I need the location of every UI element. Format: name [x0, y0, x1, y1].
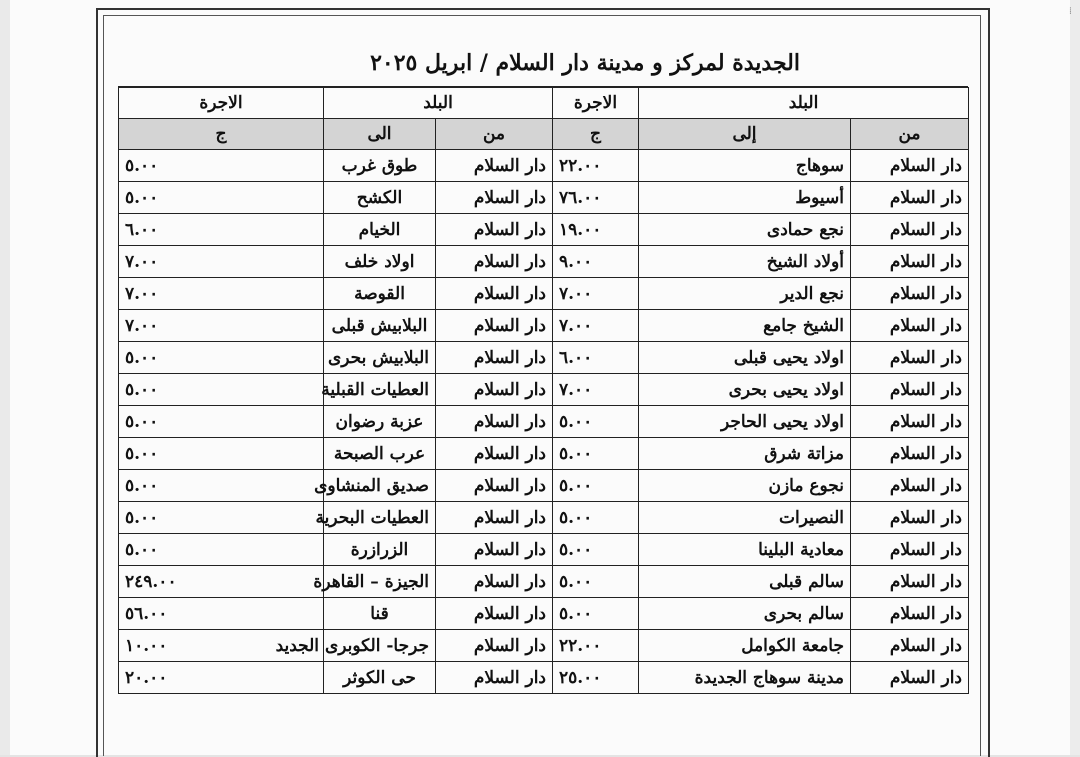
- table-row: [119, 470, 969, 502]
- cell-from-left: دار السلام: [436, 662, 553, 694]
- cell-fare-right: ٧.٠٠: [553, 374, 639, 406]
- cell-fare-left: ٧.٠٠: [119, 246, 324, 278]
- cell-fare-left: ٥.٠٠: [119, 438, 324, 470]
- cell-from-left: دار السلام: [436, 214, 553, 246]
- cell-fare-right: ٥.٠٠: [553, 502, 639, 534]
- header-fare-left: الاجرة: [119, 88, 324, 119]
- cell-from-right: دار السلام: [851, 662, 969, 694]
- table-row: [119, 182, 969, 214]
- header-to-right: إلى: [639, 119, 851, 150]
- cell-fare-right: ٥.٠٠: [553, 534, 639, 566]
- cell-from-right: دار السلام: [851, 342, 969, 374]
- cell-from-right: دار السلام: [851, 182, 969, 214]
- cell-fare-right: ٦.٠٠: [553, 342, 639, 374]
- cell-to-right: سالم قبلى: [639, 566, 851, 598]
- cell-from-left: دار السلام: [436, 438, 553, 470]
- header-place-left: البلد: [324, 88, 553, 119]
- cell-to-left: العطيات القبلية: [324, 374, 436, 406]
- cell-fare-right: ٥.٠٠: [553, 406, 639, 438]
- scan-edge-right: [1070, 0, 1080, 755]
- cell-fare-left: ٢٤٩.٠٠: [119, 566, 324, 598]
- cell-fare-left: ٧.٠٠: [119, 278, 324, 310]
- cell-from-left: دار السلام: [436, 310, 553, 342]
- cell-to-left: الجيزة – القاهرة: [324, 566, 436, 598]
- cell-to-right: أسيوط: [639, 182, 851, 214]
- document-title: الجديدة لمركز و مدينة دار السلام / ابريل ٢٠٢٥: [370, 50, 800, 76]
- fare-table: [118, 87, 969, 694]
- cell-fare-left: ٥٦.٠٠: [119, 598, 324, 630]
- cell-to-right: نجع الدير: [639, 278, 851, 310]
- header-place-right: البلد: [639, 88, 969, 119]
- cell-to-left: قنا: [324, 598, 436, 630]
- cell-to-right: معادية البلينا: [639, 534, 851, 566]
- table-row: [119, 406, 969, 438]
- table-header-row-2: [119, 119, 969, 150]
- cell-fare-right: ٧.٠٠: [553, 278, 639, 310]
- table-row: [119, 662, 969, 694]
- cell-to-right: اولاد يحيى بحرى: [639, 374, 851, 406]
- cell-to-right: سالم بحرى: [639, 598, 851, 630]
- table-row: [119, 246, 969, 278]
- cell-to-left: البلابيش بحرى: [324, 342, 436, 374]
- corner-glyph-icon: ⁞: [1068, 6, 1072, 17]
- table-row: [119, 278, 969, 310]
- table-row: [119, 630, 969, 662]
- cell-to-right: الشيخ جامع: [639, 310, 851, 342]
- fare-table-body: [119, 150, 969, 694]
- cell-to-left: حى الكوثر: [324, 662, 436, 694]
- table-row: [119, 598, 969, 630]
- cell-fare-left: ٥.٠٠: [119, 406, 324, 438]
- cell-fare-right: ٧.٠٠: [553, 310, 639, 342]
- cell-from-left: دار السلام: [436, 342, 553, 374]
- cell-to-right: سوهاج: [639, 150, 851, 182]
- cell-to-left: البلابيش قبلى: [324, 310, 436, 342]
- cell-to-left: اولاد خلف: [324, 246, 436, 278]
- cell-from-left: دار السلام: [436, 502, 553, 534]
- cell-from-left: دار السلام: [436, 534, 553, 566]
- table-header-row-1: [119, 88, 969, 119]
- cell-from-right: دار السلام: [851, 438, 969, 470]
- cell-from-right: دار السلام: [851, 566, 969, 598]
- header-fare-right: الاجرة: [553, 88, 639, 119]
- cell-from-left: دار السلام: [436, 598, 553, 630]
- cell-from-left: دار السلام: [436, 374, 553, 406]
- cell-to-right: نجوع مازن: [639, 470, 851, 502]
- table-row: [119, 438, 969, 470]
- cell-from-left: دار السلام: [436, 406, 553, 438]
- cell-to-right: اولاد يحيى الحاجر: [639, 406, 851, 438]
- cell-from-right: دار السلام: [851, 534, 969, 566]
- cell-from-left: دار السلام: [436, 278, 553, 310]
- header-from-left: من: [436, 119, 553, 150]
- table-row: [119, 374, 969, 406]
- cell-fare-left: ٧.٠٠: [119, 310, 324, 342]
- cell-fare-left: ٥.٠٠: [119, 534, 324, 566]
- cell-fare-left: ٥.٠٠: [119, 470, 324, 502]
- cell-fare-left: ٢٠.٠٠: [119, 662, 324, 694]
- header-unit-left: ج: [119, 119, 324, 150]
- header-unit-right: ج: [553, 119, 639, 150]
- cell-from-right: دار السلام: [851, 630, 969, 662]
- header-to-left: الى: [324, 119, 436, 150]
- cell-fare-left: ٥.٠٠: [119, 150, 324, 182]
- cell-to-left: عزبة رضوان: [324, 406, 436, 438]
- cell-fare-right: ٥.٠٠: [553, 470, 639, 502]
- cell-from-right: دار السلام: [851, 246, 969, 278]
- cell-from-right: دار السلام: [851, 374, 969, 406]
- cell-fare-left: ٥.٠٠: [119, 342, 324, 374]
- cell-from-right: دار السلام: [851, 150, 969, 182]
- cell-to-left: العطيات البحرية: [324, 502, 436, 534]
- table-row: [119, 566, 969, 598]
- cell-to-left: طوق غرب: [324, 150, 436, 182]
- table-row: [119, 502, 969, 534]
- cell-to-right: جامعة الكوامل: [639, 630, 851, 662]
- cell-from-left: دار السلام: [436, 182, 553, 214]
- cell-fare-left: ١٠.٠٠: [119, 630, 324, 662]
- cell-from-left: دار السلام: [436, 246, 553, 278]
- cell-fare-right: ٢٢.٠٠: [553, 630, 639, 662]
- cell-to-right: أولاد الشيخ: [639, 246, 851, 278]
- cell-fare-right: ٥.٠٠: [553, 598, 639, 630]
- cell-fare-right: ٥.٠٠: [553, 438, 639, 470]
- cell-from-right: دار السلام: [851, 406, 969, 438]
- cell-from-right: دار السلام: [851, 278, 969, 310]
- table-row: [119, 534, 969, 566]
- cell-fare-left: ٥.٠٠: [119, 374, 324, 406]
- cell-to-right: النصيرات: [639, 502, 851, 534]
- cell-to-right: مزاتة شرق: [639, 438, 851, 470]
- cell-to-right: نجع حمادى: [639, 214, 851, 246]
- cell-from-left: دار السلام: [436, 566, 553, 598]
- cell-to-left: القوصة: [324, 278, 436, 310]
- header-from-right: من: [851, 119, 969, 150]
- cell-to-left: جرجا- الكوبرى الجديد: [324, 630, 436, 662]
- cell-to-left: الزرازرة: [324, 534, 436, 566]
- cell-fare-right: ٧٦.٠٠: [553, 182, 639, 214]
- cell-fare-left: ٥.٠٠: [119, 502, 324, 534]
- cell-from-left: دار السلام: [436, 470, 553, 502]
- cell-from-left: دار السلام: [436, 630, 553, 662]
- cell-fare-right: ٢٥.٠٠: [553, 662, 639, 694]
- scan-edge-left: [0, 0, 10, 755]
- cell-to-left: عرب الصبحة: [324, 438, 436, 470]
- cell-to-left: الكشح: [324, 182, 436, 214]
- cell-from-right: دار السلام: [851, 598, 969, 630]
- cell-fare-right: ١٩.٠٠: [553, 214, 639, 246]
- cell-from-right: دار السلام: [851, 214, 969, 246]
- cell-fare-left: ٥.٠٠: [119, 182, 324, 214]
- cell-to-left: الخيام: [324, 214, 436, 246]
- cell-to-right: اولاد يحيى قبلى: [639, 342, 851, 374]
- cell-to-left: صديق المنشاوى: [324, 470, 436, 502]
- cell-fare-right: ٩.٠٠: [553, 246, 639, 278]
- cell-fare-left: ٦.٠٠: [119, 214, 324, 246]
- table-row: [119, 150, 969, 182]
- cell-to-right: مدينة سوهاج الجديدة: [639, 662, 851, 694]
- cell-fare-right: ٢٢.٠٠: [553, 150, 639, 182]
- table-row: [119, 342, 969, 374]
- table-row: [119, 310, 969, 342]
- cell-fare-right: ٥.٠٠: [553, 566, 639, 598]
- table-row: [119, 214, 969, 246]
- cell-from-right: دار السلام: [851, 502, 969, 534]
- cell-from-right: دار السلام: [851, 470, 969, 502]
- cell-from-right: دار السلام: [851, 310, 969, 342]
- cell-from-left: دار السلام: [436, 150, 553, 182]
